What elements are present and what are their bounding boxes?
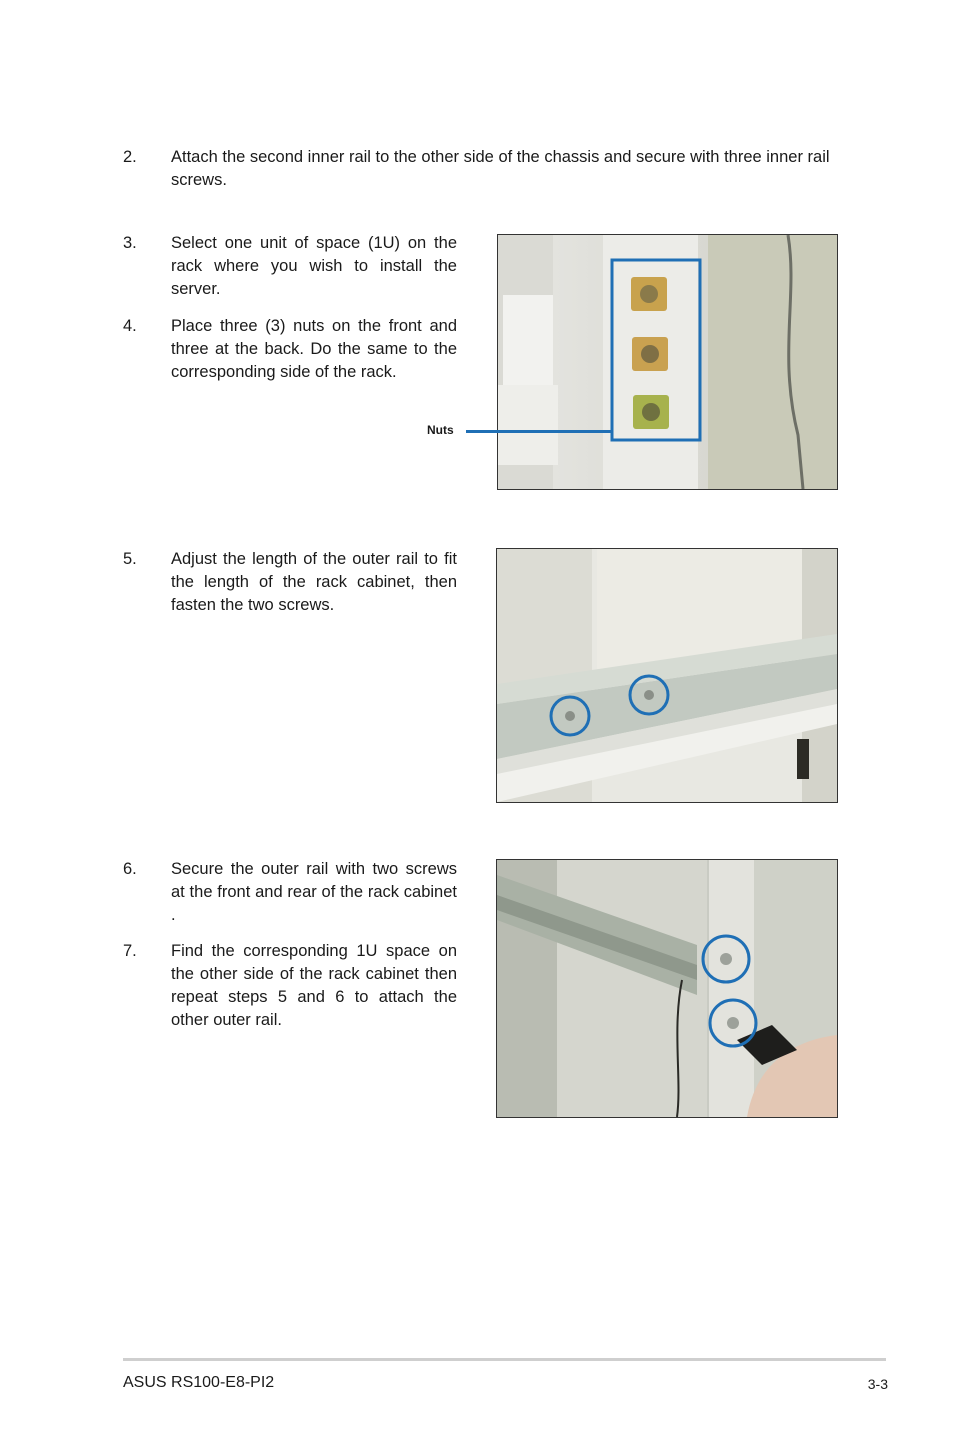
step-number: 5.	[123, 550, 137, 568]
nuts-callout-line	[466, 430, 612, 433]
footer-divider	[123, 1358, 886, 1361]
photo-rack-nuts	[497, 234, 838, 490]
photo-secure-rail	[496, 859, 838, 1118]
nuts-label: Nuts	[427, 423, 454, 437]
step-7	[123, 940, 457, 1034]
step-text: Secure the outer rail with two screws at the front and rear of the rack cabinet .	[171, 860, 457, 924]
step-5	[123, 548, 457, 618]
step-3	[123, 232, 457, 302]
step-number: 4.	[123, 317, 137, 335]
footer-product-name: ASUS RS100-E8-PI2	[123, 1374, 275, 1391]
step-number: 6.	[123, 860, 137, 878]
step-text: Adjust the length of the outer rail to fit the length of the rack cabinet, then fasten the two screws.	[171, 550, 457, 614]
step-2	[123, 146, 839, 194]
step-number: 2.	[123, 148, 137, 166]
step-4	[123, 315, 457, 385]
step-number: 7.	[123, 942, 137, 960]
step-text: Place three (3) nuts on the front and three at the back. Do the same to the corresponding side of the rack.	[171, 317, 457, 381]
step-6	[123, 858, 457, 928]
step-text: Attach the second inner rail to the other side of the chassis and secure with three inner rail screws.	[171, 148, 830, 189]
step-text: Select one unit of space (1U) on the rack where you wish to install the server.	[171, 234, 457, 298]
step-text: Find the corresponding 1U space on the other side of the rack cabinet then repeat steps 5 and 6 to attach the other outer rail.	[171, 942, 457, 1029]
photo-outer-rail	[496, 548, 838, 803]
footer-page-number: 3-3	[867, 1376, 888, 1392]
step-number: 3.	[123, 234, 137, 252]
